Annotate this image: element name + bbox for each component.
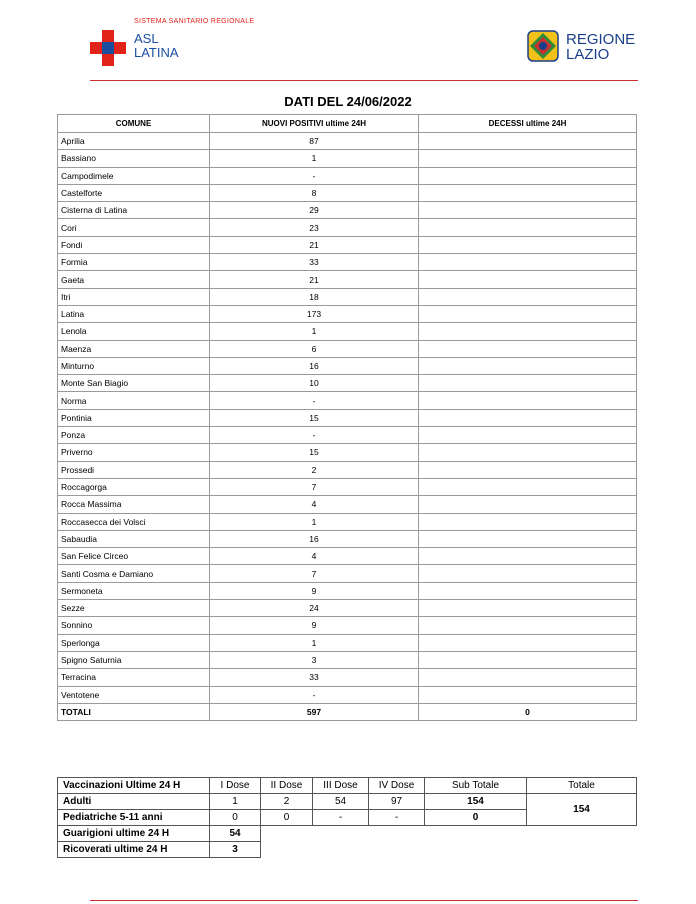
cell-comune: Ventotene: [58, 686, 210, 703]
cell-comune: Sezze: [58, 600, 210, 617]
adulti-dose2: 2: [261, 794, 313, 810]
cell-positivi: 21: [210, 236, 419, 253]
cell-decessi: [419, 288, 637, 305]
cell-comune: Monte San Biagio: [58, 375, 210, 392]
cell-decessi: [419, 219, 637, 236]
cell-comune: Aprilia: [58, 133, 210, 150]
adulti-subtotal: 154: [425, 794, 527, 810]
cell-decessi: [419, 271, 637, 288]
cell-positivi: 4: [210, 496, 419, 513]
adulti-dose4: 97: [369, 794, 425, 810]
page-title: DATI DEL 24/06/2022: [284, 94, 412, 109]
cell-comune: Rocca Massima: [58, 496, 210, 513]
cell-positivi: 15: [210, 409, 419, 426]
cell-decessi: [419, 375, 637, 392]
table-row: [58, 288, 637, 305]
cell-comune: Itri: [58, 288, 210, 305]
table-row: [58, 444, 637, 461]
table-row: [58, 496, 637, 513]
cell-positivi: 18: [210, 288, 419, 305]
vaccination-header-subtotal: Sub Totale: [425, 778, 527, 794]
table-row: [58, 167, 637, 184]
covid-data-table: [57, 114, 637, 721]
cell-decessi: [419, 427, 637, 444]
cell-comune: Castelforte: [58, 184, 210, 201]
guarigioni-row: [58, 826, 637, 842]
vaccination-header-label: Vaccinazioni Ultime 24 H: [58, 778, 210, 794]
cell-positivi: 7: [210, 478, 419, 495]
cell-positivi: 29: [210, 202, 419, 219]
cell-comune: Sabaudia: [58, 530, 210, 547]
table-row: [58, 530, 637, 547]
vaccination-header-dose3: III Dose: [313, 778, 369, 794]
cell-decessi: [419, 236, 637, 253]
table-row: [58, 582, 637, 599]
cell-comune: Roccagorga: [58, 478, 210, 495]
cell-decessi: [419, 600, 637, 617]
regione-lazio-name: REGIONE LAZIO: [566, 31, 636, 63]
table-row: [58, 340, 637, 357]
vaccination-header-dose1: I Dose: [210, 778, 261, 794]
pediatriche-dose3: -: [313, 810, 369, 826]
table-row: [58, 236, 637, 253]
cell-comune: Prossedi: [58, 461, 210, 478]
cell-comune: Gaeta: [58, 271, 210, 288]
cell-positivi: 6: [210, 340, 419, 357]
table-body: [58, 133, 637, 704]
adulti-label: Adulti: [58, 794, 210, 810]
cell-positivi: 1: [210, 513, 419, 530]
cell-decessi: [419, 686, 637, 703]
cell-comune: Sonnino: [58, 617, 210, 634]
regione-lazio-emblem-icon: [527, 30, 559, 62]
pediatriche-dose1: 0: [210, 810, 261, 826]
table-row: [58, 271, 637, 288]
cell-decessi: [419, 150, 637, 167]
asl-latina-logo: [90, 18, 290, 68]
cell-positivi: 10: [210, 375, 419, 392]
cell-comune: Lenola: [58, 323, 210, 340]
cell-comune: Minturno: [58, 357, 210, 374]
totals-positivi: 597: [210, 703, 419, 720]
ricoverati-row: [58, 842, 637, 858]
table-row: [58, 219, 637, 236]
cell-comune: Ponza: [58, 427, 210, 444]
guarigioni-value: 54: [210, 826, 261, 842]
cell-positivi: 16: [210, 357, 419, 374]
table-row: [58, 548, 637, 565]
table-row: [58, 513, 637, 530]
table-row: [58, 617, 637, 634]
cell-comune: Formia: [58, 254, 210, 271]
cell-positivi: 3: [210, 651, 419, 668]
cell-decessi: [419, 357, 637, 374]
pediatriche-dose2: 0: [261, 810, 313, 826]
column-header-decessi: DECESSI ultime 24H: [419, 115, 637, 133]
cell-positivi: 4: [210, 548, 419, 565]
vaccination-header-dose4: IV Dose: [369, 778, 425, 794]
cell-positivi: -: [210, 427, 419, 444]
totals-decessi: 0: [419, 703, 637, 720]
table-row: [58, 133, 637, 150]
table-row: [58, 427, 637, 444]
cell-comune: Cisterna di Latina: [58, 202, 210, 219]
cell-positivi: 173: [210, 305, 419, 322]
table-row: [58, 634, 637, 651]
cell-positivi: 33: [210, 254, 419, 271]
table-row: [58, 184, 637, 201]
cell-decessi: [419, 305, 637, 322]
cell-positivi: 1: [210, 150, 419, 167]
cell-comune: Roccasecca dei Volsci: [58, 513, 210, 530]
table-row: [58, 202, 637, 219]
cell-decessi: [419, 133, 637, 150]
cell-positivi: 15: [210, 444, 419, 461]
cell-comune: Fondi: [58, 236, 210, 253]
cell-decessi: [419, 548, 637, 565]
regione-lazio-logo: [527, 30, 647, 64]
cell-positivi: 21: [210, 271, 419, 288]
table-row: [58, 357, 637, 374]
table-row: [58, 565, 637, 582]
cell-comune: Campodimele: [58, 167, 210, 184]
cell-decessi: [419, 340, 637, 357]
cell-positivi: 8: [210, 184, 419, 201]
column-header-positivi: NUOVI POSITIVI ultime 24H: [210, 115, 419, 133]
cell-comune: Sperlonga: [58, 634, 210, 651]
cell-comune: Cori: [58, 219, 210, 236]
cell-positivi: -: [210, 167, 419, 184]
adulti-dose1: 1: [210, 794, 261, 810]
bottom-divider: [90, 900, 638, 901]
table-row: [58, 600, 637, 617]
cell-decessi: [419, 254, 637, 271]
cell-comune: Norma: [58, 392, 210, 409]
cell-positivi: 7: [210, 565, 419, 582]
cell-decessi: [419, 461, 637, 478]
adulti-dose3: 54: [313, 794, 369, 810]
cell-decessi: [419, 167, 637, 184]
cell-decessi: [419, 478, 637, 495]
table-row: [58, 478, 637, 495]
pediatriche-label: Pediatriche 5-11 anni: [58, 810, 210, 826]
totals-label: TOTALI: [58, 703, 210, 720]
cell-positivi: 33: [210, 669, 419, 686]
totals-row: [58, 703, 637, 720]
asl-name: ASL LATINA: [134, 31, 179, 60]
cell-decessi: [419, 513, 637, 530]
column-header-comune: COMUNE: [58, 115, 210, 133]
table-row: [58, 150, 637, 167]
cell-decessi: [419, 202, 637, 219]
cell-decessi: [419, 184, 637, 201]
cell-comune: Maenza: [58, 340, 210, 357]
cell-decessi: [419, 669, 637, 686]
vaccination-row-adulti: [58, 794, 637, 810]
cell-decessi: [419, 323, 637, 340]
cell-positivi: -: [210, 686, 419, 703]
cell-decessi: [419, 651, 637, 668]
cell-decessi: [419, 444, 637, 461]
cell-comune: San Felice Circeo: [58, 548, 210, 565]
cell-decessi: [419, 582, 637, 599]
cell-positivi: 16: [210, 530, 419, 547]
vaccination-header-row: [58, 778, 637, 794]
cell-comune: Spigno Saturnia: [58, 651, 210, 668]
table-row: [58, 461, 637, 478]
cell-decessi: [419, 496, 637, 513]
cell-decessi: [419, 392, 637, 409]
cell-comune: Latina: [58, 305, 210, 322]
cell-positivi: 1: [210, 634, 419, 651]
vaccination-header-dose2: II Dose: [261, 778, 313, 794]
pediatriche-dose4: -: [369, 810, 425, 826]
cell-comune: Sermoneta: [58, 582, 210, 599]
vaccination-header-total: Totale: [527, 778, 637, 794]
table-row: [58, 254, 637, 271]
pediatriche-subtotal: 0: [425, 810, 527, 826]
cell-decessi: [419, 409, 637, 426]
cell-comune: Santi Cosma e Damiano: [58, 565, 210, 582]
ricoverati-label: Ricoverati ultime 24 H: [58, 842, 210, 858]
table-row: [58, 375, 637, 392]
cell-positivi: 9: [210, 617, 419, 634]
cell-positivi: 1: [210, 323, 419, 340]
table-row: [58, 392, 637, 409]
table-header-row: [58, 115, 637, 133]
red-cross-icon: [90, 30, 126, 66]
guarigioni-label: Guarigioni ultime 24 H: [58, 826, 210, 842]
table-row: [58, 409, 637, 426]
cell-decessi: [419, 565, 637, 582]
cell-decessi: [419, 530, 637, 547]
asl-subtitle: SISTEMA SANITARIO REGIONALE: [134, 18, 255, 25]
cell-positivi: 2: [210, 461, 419, 478]
cell-positivi: 9: [210, 582, 419, 599]
cell-positivi: 24: [210, 600, 419, 617]
vaccination-table: [57, 777, 637, 858]
table-row: [58, 651, 637, 668]
table-row: [58, 686, 637, 703]
vaccination-total: 154: [527, 794, 637, 826]
cell-comune: Pontinia: [58, 409, 210, 426]
cell-decessi: [419, 634, 637, 651]
ricoverati-value: 3: [210, 842, 261, 858]
cell-positivi: 87: [210, 133, 419, 150]
cell-comune: Bassiano: [58, 150, 210, 167]
top-divider: [90, 80, 638, 81]
cell-positivi: 23: [210, 219, 419, 236]
cell-positivi: -: [210, 392, 419, 409]
table-row: [58, 305, 637, 322]
cell-comune: Priverno: [58, 444, 210, 461]
cell-comune: Terracina: [58, 669, 210, 686]
table-row: [58, 669, 637, 686]
cell-decessi: [419, 617, 637, 634]
table-row: [58, 323, 637, 340]
